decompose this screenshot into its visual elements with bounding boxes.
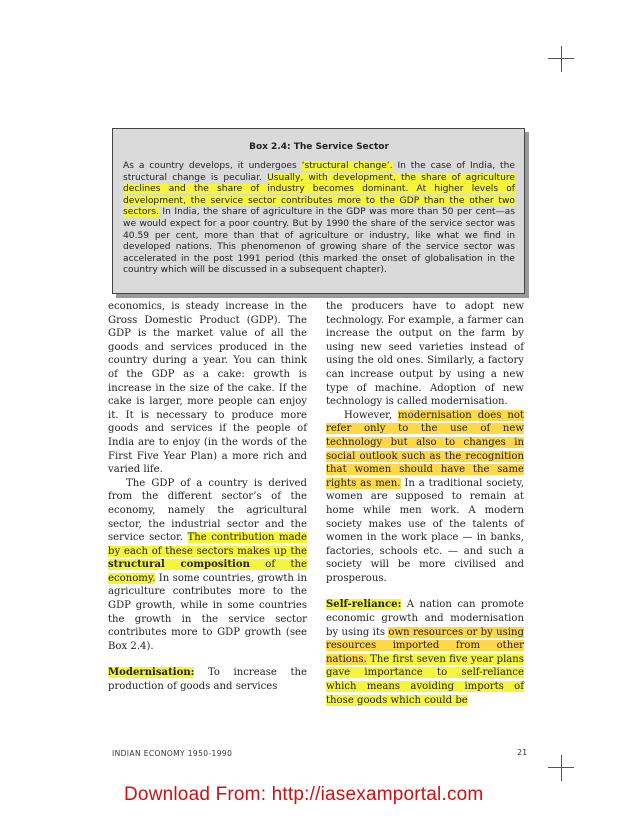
page-number: 21 (517, 748, 528, 757)
paragraph: Self-reliance: A nation can promote economic growth and modernisation by using its own resources or by using resources imported from other nations. The first seven five year plans gave importance to self-reliance which means avoiding imports of those goods which could be (326, 599, 524, 706)
paragraph: Modernisation: To increase the production of goods and services (108, 667, 307, 693)
highlight: The contribution made by each of these sectors makes up the (108, 532, 307, 557)
section-heading-self-reliance: Self-reliance: (326, 599, 402, 611)
right-column (326, 300, 524, 707)
download-banner-link[interactable]: Download From: http://iasexamportal.com (124, 784, 484, 805)
service-sector-box (112, 128, 525, 294)
highlight: ‘structural change’. (301, 161, 393, 171)
highlight: own resources or by using resources imported from other nations. (326, 626, 524, 665)
box-body: As a country develops, it undergoes ‘structural change’. In the case of India, the structural change is peculiar. Usually, with development, the share of agriculture declines and the share of industry becomes dominant. At higher levels of development, the service sector contributes more to the GDP than the other two sectors. In India, the share of agriculture in the GDP was more than 50 per cent—as we would expect for a poor country. But by 1990 the share of the service sector was 40.59 per cent, more than that of agriculture or industry, like what we find in developed nations. This phenomenon of growing share of the service sector was accelerated in the post 1991 period (this marked the onset of globalisation in the country which will be discussed in a subsequent chapter). (123, 161, 515, 276)
paragraph: the producers have to adopt new technology. For example, a farmer can increase the output on the farm by using new seed varieties instead of using the old ones. Similarly, a factory can increase output by using a new type of machine. Adoption of new technology is called modernisation. (326, 301, 524, 408)
book-title: INDIAN ECONOMY 1950-1990 (112, 749, 233, 758)
paragraph: However, modernisation does not refer only to the use of new technology but also to changes in social outlook such as the recognition that women should have the same rights as men. In a traditional society, women are supposed to remain at home while men work. A modern society makes use of the talents of women in the work place — in banks, factories, schools etc. — and such a society will be more civilised and prosperous. (326, 409, 525, 584)
highlight: The first seven five year plans gave importance to self-reliance which means avoiding imports of those goods which could be (326, 653, 524, 706)
highlight: Usually, with development, the share of agriculture declines and the share of industry becomes dominant. At higher levels of development, the service sector contributes more to the GDP than the other two sectors. (123, 172, 515, 218)
highlight-bold: structural composition (108, 559, 250, 571)
highlight: modernisation does not refer only to the use of new technology but also to changes in social outlook such as the recognition that women should have the same rights as men. (326, 409, 524, 489)
paragraph: The GDP of a country is derived from the different sector’s of the economy, namely the agricultural sector, the industrial sector and the service sector. The contribution made by each of these sectors makes up the structural composition of the economy. In some countries, growth in agriculture contributes more to the GDP growth, while in some countries the growth in the service sector contributes more to GDP growth (see Box 2.4). (108, 477, 307, 652)
left-column (108, 300, 307, 694)
box-title: Box 2.4: The Service Sector (249, 142, 389, 152)
paragraph: economics, is steady increase in the Gross Domestic Product (GDP). The GDP is the market value of all the goods and services produced in the country during a year. You can think of the GDP as a cake: growth is increase in the size of the cake. If the cake is larger, more people can enjoy it. It is necessary to produce more goods and services if the people of India are to enjoy (in the words of the First Five Year Plan) a more rich and varied life. (108, 301, 307, 476)
highlight: of the economy. (108, 559, 307, 584)
section-heading-modernisation: Modernisation: (108, 667, 195, 679)
